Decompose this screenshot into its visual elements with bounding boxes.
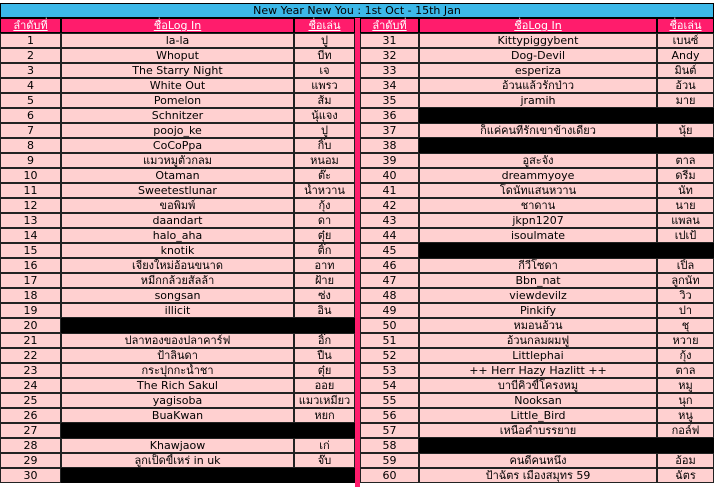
rank-cell: 58 — [360, 438, 419, 453]
nickname-cell: มาย — [657, 93, 714, 108]
table-row — [0, 378, 714, 393]
blank-row-bar — [419, 438, 714, 453]
nickname-cell: ดรีม — [657, 168, 714, 183]
nickname-cell: หนอม — [294, 153, 355, 168]
rank-cell: 55 — [360, 393, 419, 408]
table-row — [0, 33, 714, 48]
nickname-cell: เบนซ์ — [657, 33, 714, 48]
rank-cell: 3 — [0, 63, 61, 78]
table-row — [0, 243, 714, 258]
table-row — [0, 48, 714, 63]
table-row — [0, 423, 714, 438]
nickname-cell: ปา — [657, 303, 714, 318]
nickname-cell: มินต์ — [657, 63, 714, 78]
rank-cell: 56 — [360, 408, 419, 423]
table-row — [0, 228, 714, 243]
login-cell: บาบีคิวขี้โครงหมู — [419, 378, 657, 393]
rank-cell: 10 — [0, 168, 61, 183]
nickname-cell: ซ่ง — [294, 288, 355, 303]
login-cell: jramih — [419, 93, 657, 108]
table-row — [0, 63, 714, 78]
login-cell: อ้วนแล้วรักป่าว — [419, 78, 657, 93]
nickname-cell: อ้อม — [657, 453, 714, 468]
table-row — [0, 363, 714, 378]
rank-cell: 38 — [360, 138, 419, 153]
rank-cell: 8 — [0, 138, 61, 153]
rank-cell: 29 — [0, 453, 61, 468]
rank-cell: 31 — [360, 33, 419, 48]
blank-row-bar — [419, 243, 714, 258]
login-cell: songsan — [61, 288, 294, 303]
rank-cell: 21 — [0, 333, 61, 348]
login-cell: โดนัทแสนหวาน — [419, 183, 657, 198]
rank-cell: 37 — [360, 123, 419, 138]
table-row — [0, 123, 714, 138]
rank-cell: 17 — [0, 273, 61, 288]
nickname-cell: ต๊ะ — [294, 168, 355, 183]
table-row — [0, 438, 714, 453]
login-cell: ลูกเป็ดขี้เหร่ in uk — [61, 453, 294, 468]
rank-cell: 28 — [0, 438, 61, 453]
login-cell: esperiza — [419, 63, 657, 78]
login-cell: ป้าลินดา — [61, 348, 294, 363]
nickname-cell: กุ้ง — [294, 198, 355, 213]
nickname-cell: จ๊บ — [294, 453, 355, 468]
login-cell: dreammyoye — [419, 168, 657, 183]
nickname-cell: น้ำหวาน — [294, 183, 355, 198]
login-cell: แมวหมูตัวกลม — [61, 153, 294, 168]
nickname-cell: หวาย — [657, 333, 714, 348]
table-row — [0, 273, 714, 288]
nickname-cell: วิว — [657, 288, 714, 303]
nickname-cell: เปิ้ล — [657, 258, 714, 273]
nickname-cell: ดา — [294, 213, 355, 228]
login-cell: กีวีโซดา — [419, 258, 657, 273]
rank-cell: 50 — [360, 318, 419, 333]
login-cell: jkpn1207 — [419, 213, 657, 228]
login-cell: Bbn_nat — [419, 273, 657, 288]
login-cell: ++ Herr Hazy Hazlitt ++ — [419, 363, 657, 378]
login-cell: The Rich Sakul — [61, 378, 294, 393]
nickname-cell: นัท — [657, 183, 714, 198]
nickname-cell: เจ — [294, 63, 355, 78]
nickname-cell: ตุ๋ย — [294, 363, 355, 378]
rank-cell: 32 — [360, 48, 419, 63]
rank-cell: 5 — [0, 93, 61, 108]
login-cell: la-la — [61, 33, 294, 48]
nickname-cell: เก่ — [294, 438, 355, 453]
nickname-cell: บีท — [294, 48, 355, 63]
login-cell: Nooksan — [419, 393, 657, 408]
nickname-cell: แพรว — [294, 78, 355, 93]
nickname-cell: ติ๊ก — [294, 243, 355, 258]
rank-cell: 27 — [0, 423, 61, 438]
nickname-cell: อิ๊ก — [294, 333, 355, 348]
rank-cell: 12 — [0, 198, 61, 213]
rank-cell: 46 — [360, 258, 419, 273]
login-cell: คนดีคนหนึ่ง — [419, 453, 657, 468]
table-row — [0, 258, 714, 273]
table-row — [0, 408, 714, 423]
header-rank-left: ลำดับที่ — [0, 18, 61, 33]
login-cell: ป้าฉัตร เมืองสมุทร 59 — [419, 468, 657, 483]
rank-cell: 14 — [0, 228, 61, 243]
rank-cell: 42 — [360, 198, 419, 213]
table-row — [0, 333, 714, 348]
rank-cell: 22 — [0, 348, 61, 363]
rank-cell: 25 — [0, 393, 61, 408]
table-row — [0, 108, 714, 123]
rank-cell: 49 — [360, 303, 419, 318]
rank-cell: 40 — [360, 168, 419, 183]
rank-cell: 30 — [0, 468, 61, 483]
rank-cell: 36 — [360, 108, 419, 123]
rank-cell: 16 — [0, 258, 61, 273]
login-cell: Sweetestlunar — [61, 183, 294, 198]
blank-row-bar — [419, 138, 714, 153]
login-cell: illicit — [61, 303, 294, 318]
rank-cell: 9 — [0, 153, 61, 168]
rank-cell: 33 — [360, 63, 419, 78]
table-row — [0, 168, 714, 183]
table-row — [0, 93, 714, 108]
nickname-cell: Andy — [657, 48, 714, 63]
nickname-cell: ลูกนัท — [657, 273, 714, 288]
nickname-cell: อ้วน — [657, 78, 714, 93]
login-cell: Dog-Devil — [419, 48, 657, 63]
rank-cell: 20 — [0, 318, 61, 333]
nickname-cell: กิ๊บ — [294, 138, 355, 153]
login-cell: อ้วนกลมผมฟู — [419, 333, 657, 348]
nickname-cell: อาท — [294, 258, 355, 273]
login-cell: isoulmate — [419, 228, 657, 243]
table-row — [0, 198, 714, 213]
login-cell: Pomelon — [61, 93, 294, 108]
table-row — [0, 453, 714, 468]
rank-cell: 48 — [360, 288, 419, 303]
rank-cell: 4 — [0, 78, 61, 93]
nickname-cell: กอล์ฟ — [657, 423, 714, 438]
rank-cell: 41 — [360, 183, 419, 198]
login-cell: daandart — [61, 213, 294, 228]
nickname-cell: นุ้แจง — [294, 108, 355, 123]
login-cell: poojo_ke — [61, 123, 294, 138]
header-nick-left: ชื่อเล่น — [294, 18, 355, 33]
rank-cell: 47 — [360, 273, 419, 288]
header-rank-right: ลำดับที่ — [360, 18, 419, 33]
nickname-cell: หนู — [657, 408, 714, 423]
rank-cell: 26 — [0, 408, 61, 423]
rank-cell: 53 — [360, 363, 419, 378]
login-cell: White Out — [61, 78, 294, 93]
login-cell: Littlephai — [419, 348, 657, 363]
rank-cell: 60 — [360, 468, 419, 483]
table-row — [0, 318, 714, 333]
rank-cell: 18 — [0, 288, 61, 303]
rank-cell: 15 — [0, 243, 61, 258]
login-cell: หมอนอ้วน — [419, 318, 657, 333]
login-cell: ก็แค่คนที่รักเขาข้างเดียว — [419, 123, 657, 138]
nickname-cell: เปเป้ — [657, 228, 714, 243]
nickname-cell: ปู — [294, 123, 355, 138]
table-row — [0, 288, 714, 303]
login-cell: BuaKwan — [61, 408, 294, 423]
rank-cell: 57 — [360, 423, 419, 438]
nickname-cell: กุ้ง — [657, 348, 714, 363]
rank-cell: 1 — [0, 33, 61, 48]
login-cell: Otaman — [61, 168, 294, 183]
nickname-cell: ปื่น — [294, 348, 355, 363]
login-cell: Schnitzer — [61, 108, 294, 123]
nickname-cell: ตุ๋ย — [294, 228, 355, 243]
login-cell: knotik — [61, 243, 294, 258]
login-cell: หมีกกล้วยสัลล้า — [61, 273, 294, 288]
login-cell: กระปุกกะน้ำชา — [61, 363, 294, 378]
login-cell: The Starry Night — [61, 63, 294, 78]
login-cell: Little_Bird — [419, 408, 657, 423]
table-row — [0, 348, 714, 363]
rank-cell: 11 — [0, 183, 61, 198]
table-row — [0, 138, 714, 153]
rank-cell: 52 — [360, 348, 419, 363]
login-cell: เหนือคำบรรยาย — [419, 423, 657, 438]
login-cell: yagisoba — [61, 393, 294, 408]
nickname-cell: ตาล — [657, 363, 714, 378]
login-cell: halo_aha — [61, 228, 294, 243]
login-cell: Whoput — [61, 48, 294, 63]
rank-cell: 59 — [360, 453, 419, 468]
header-nick-right: ชื่อเล่น — [657, 18, 714, 33]
rank-cell: 44 — [360, 228, 419, 243]
nickname-cell: นุก — [657, 393, 714, 408]
nickname-cell: นุ้ย — [657, 123, 714, 138]
table-row — [0, 213, 714, 228]
nickname-cell: ฉัตร — [657, 468, 714, 483]
rank-cell: 19 — [0, 303, 61, 318]
rank-cell: 51 — [360, 333, 419, 348]
nickname-cell: ตาล — [657, 153, 714, 168]
nickname-cell: หยก — [294, 408, 355, 423]
sheet-title: New Year New You : 1st Oct - 15th Jan — [0, 3, 714, 18]
blank-row-bar — [419, 108, 714, 123]
nickname-cell: ชุ — [657, 318, 714, 333]
login-cell: อูสะจัง — [419, 153, 657, 168]
nickname-cell: แมวเหมียว — [294, 393, 355, 408]
nickname-cell: ส้ม — [294, 93, 355, 108]
table-row — [0, 78, 714, 93]
header-login-left: ชื่อLog In — [61, 18, 294, 33]
table-row — [0, 393, 714, 408]
rank-cell: 2 — [0, 48, 61, 63]
table-row — [0, 183, 714, 198]
login-cell: ขอพิมพ์ — [61, 198, 294, 213]
nickname-cell: อิน — [294, 303, 355, 318]
rank-cell: 35 — [360, 93, 419, 108]
nickname-cell: นาย — [657, 198, 714, 213]
table-row — [0, 153, 714, 168]
login-cell: CoCoPpa — [61, 138, 294, 153]
header-login-right: ชื่อLog In — [419, 18, 657, 33]
login-cell: ปลาทองของปลาคาร์ฟ — [61, 333, 294, 348]
rank-cell: 24 — [0, 378, 61, 393]
table-row — [0, 468, 714, 483]
login-cell: Pinkify — [419, 303, 657, 318]
rank-cell: 54 — [360, 378, 419, 393]
rank-cell: 23 — [0, 363, 61, 378]
rank-cell: 43 — [360, 213, 419, 228]
rank-cell: 45 — [360, 243, 419, 258]
login-cell: เจียงใหม่อ้อนขนาด — [61, 258, 294, 273]
login-cell: viewdevilz — [419, 288, 657, 303]
rank-cell: 34 — [360, 78, 419, 93]
nickname-cell: ปู — [294, 33, 355, 48]
rank-cell: 7 — [0, 123, 61, 138]
login-cell: Kittypiggybent — [419, 33, 657, 48]
nickname-cell: ฝ้าย — [294, 273, 355, 288]
rank-cell: 39 — [360, 153, 419, 168]
nickname-cell: แพลน — [657, 213, 714, 228]
rank-cell: 13 — [0, 213, 61, 228]
login-cell: ชาดาน — [419, 198, 657, 213]
login-cell: Khawjaow — [61, 438, 294, 453]
table-row — [0, 303, 714, 318]
nickname-cell: หมู — [657, 378, 714, 393]
rank-cell: 6 — [0, 108, 61, 123]
nickname-cell: ออย — [294, 378, 355, 393]
